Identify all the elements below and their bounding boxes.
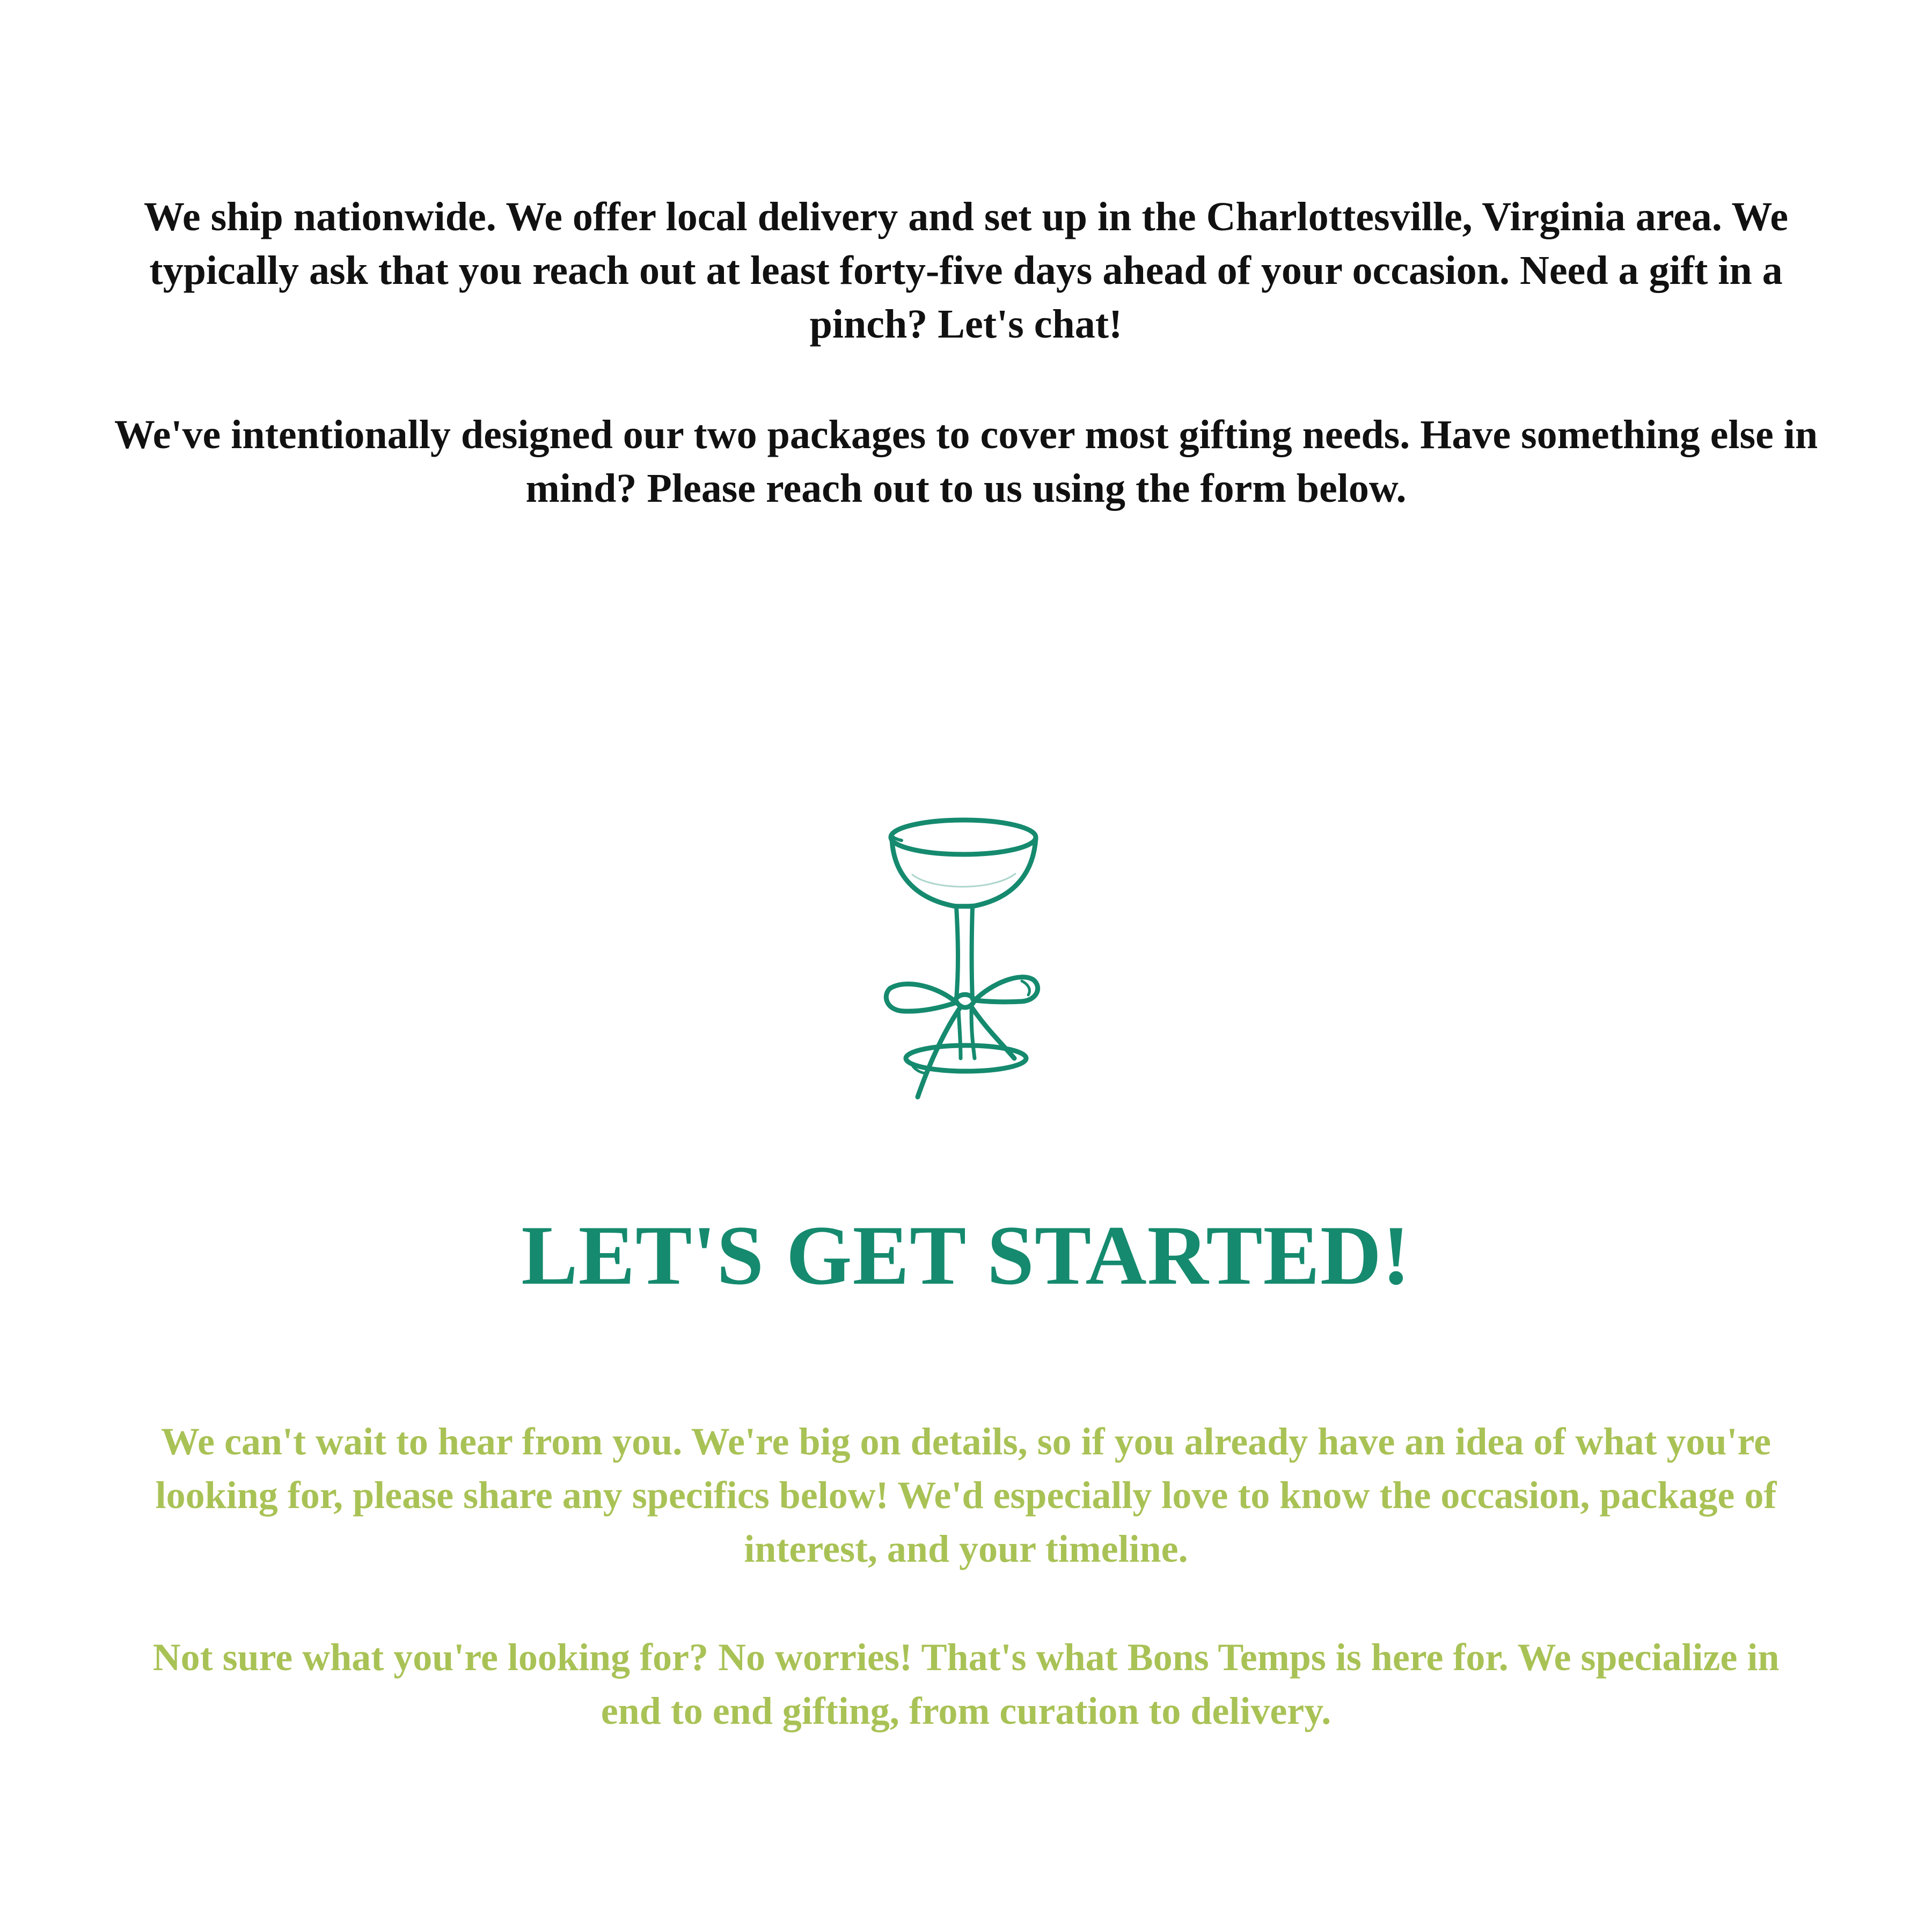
outro-bons-temps-text: Not sure what you're looking for? No worries! That's what Bons Temps is here for. We specialize in end to end gifting, from curation to delivery.: [152, 1636, 1780, 1732]
intro-shipping-text: We ship nationwide. We offer local delivery and set up in the Charlottesville, Virginia area. We typically ask that you reach out at least forty-five days ahead of your occasion. Need a gift in a pinch? Let's chat!: [144, 194, 1788, 347]
coupe-glass-bow-icon: [880, 810, 1052, 1100]
intro-packages-text: We've intentionally designed our two packages to cover most gifting needs. Have something else in mind? Please reach out to us using the form below.: [114, 412, 1818, 511]
lets-get-started-heading: LET'S GET STARTED!: [521, 1209, 1411, 1302]
outro-details-text: We can't wait to hear from you. We're big on details, so if you already have an idea of what you're looking for, please share any specifics below! We'd especially love to know the occasion, package of interest, and your timeline.: [155, 1420, 1777, 1570]
